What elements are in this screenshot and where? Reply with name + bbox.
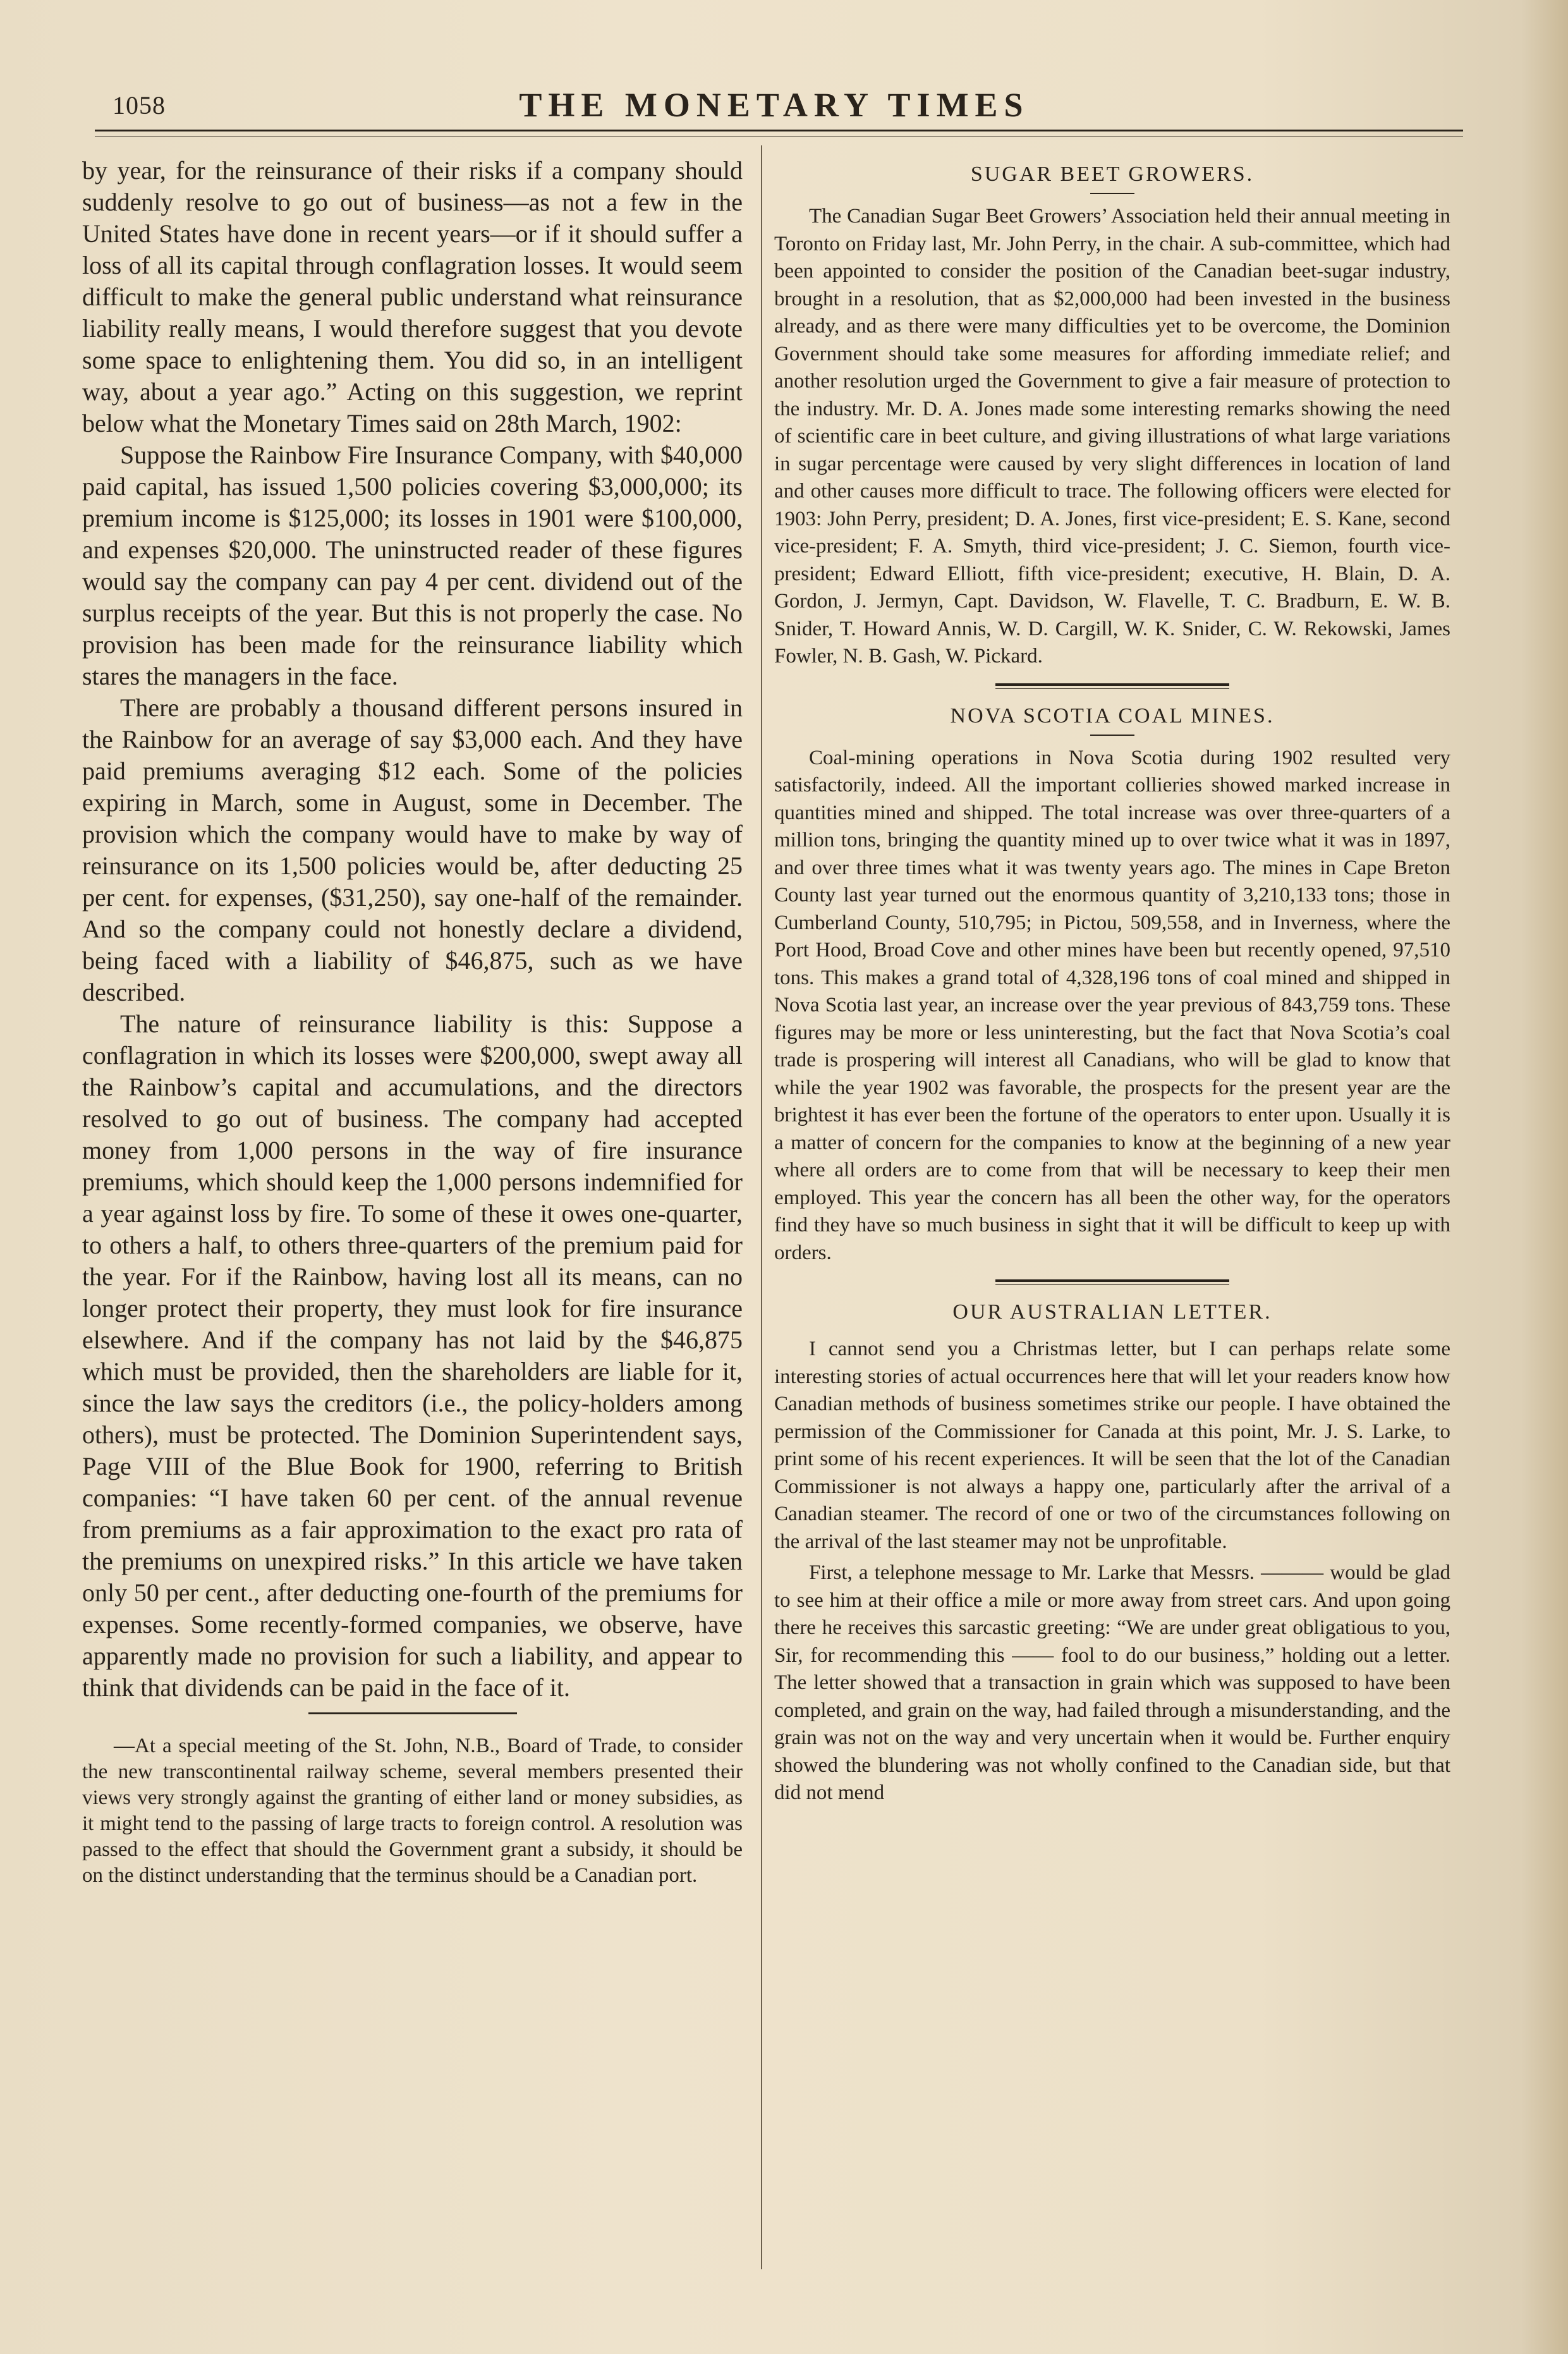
section-heading: SUGAR BEET GROWERS. [970, 162, 1255, 186]
article-paragraph: The nature of reinsurance liability is this: Suppose a conflagration in which its losses were $200,000, swept away all the Rainbow’s capital and accumulations, and the directors resolved to go out of business. The company had accepted money from 1,000 persons in the way of fire insurance premiums, which should keep the 1,000 persons indemnified for a year against loss by fire. To some of these it owes one-quarter, to others a half, to others three-quarters of the premium paid for the year. For if the Rainbow, having lost all its means, can no longer protect their property, they must look for fire insurance elsewhere. And if the company has not laid by the $46,875 which must be provided, then the shareholders are liable for it, since the law says the creditors (i.e., the policy-holders among others), must be protected. The Dominion Superintendent says, Page VIII of the Blue Book for 1900, referring to British companies: “I have taken 60 per cent. of the annual revenue from premiums as a fair approximation to the exact pro rata of the premiums on unexpired risks.” In this article we have taken only 50 per cent., after deducting one-fourth of the premiums for expenses. Some recently-formed companies, we observe, have apparently made no provision for such a liability, and appear to think that dividends can be paid in the face of it. [82, 1009, 743, 1702]
sugar-beet-section [774, 162, 1450, 671]
section-paragraph: I cannot send you a Christmas letter, but I can perhaps relate some interesting stories of actual occurrences here that will let your readers know how Canadian methods of business sometimes strike our people. I have obtained the permission of the Commissioner for Canada at this point, Mr. J. S. Larke, to print some of his recent experiences. It will be seen that the lot of the Canadian Commissioner is not always a happy one, particularly after the arrival of a Canadian steamer. The record of one or two of the circumstances following on the arrival of the last steamer may not be unprofitable. [774, 1338, 1450, 1553]
heading-rule [1090, 735, 1134, 736]
header-rule [95, 130, 1463, 131]
article-separator [308, 1712, 517, 1714]
left-column [82, 155, 743, 1889]
article-paragraph: Suppose the Rainbow Fire Insurance Company, with $40,000 paid capital, has issued 1,500 policies covering $3,000,000; its premium income is $125,000; its losses in 1901 were $100,000, and expenses $20,000. The uninstructed reader of these figures would say the company can pay 4 per cent. dividend out of the surplus receipts of the year. But this is not properly the case. No provision has been made for the reinsurance liability which stares the managers in the face. [82, 441, 743, 690]
section-paragraph: The Canadian Sugar Beet Growers’ Association held their annual meeting in Toronto on Friday last, Mr. John Perry, in the chair. A sub-committee, which had been appointed to consider the position of the Canadian beet-sugar industry, brought in a resolution, that as $2,000,000 had been invested in the business already, and as there were many difficulties yet to be overcome, the Dominion Government should take some measures for affording immediate relief; and another resolution urged the Government to give a fair measure of protection to the industry. Mr. D. A. Jones made some interesting remarks showing the need of scientific care in beet culture, and giving illustrations of what large variations in sugar percentage were caused by very slight differences in location of land and other causes more difficult to trace. The following officers were elected for 1903: John Perry, president; D. A. Jones, first vice-president; E. S. Kane, second vice-president; F. A. Smyth, third vice-president; J. C. Siemon, fourth vice-president; Edward Elliott, fifth vice-president; executive, H. Blain, D. A. Gordon, J. Jermyn, Capt. Davidson, W. Flavelle, T. C. Bradburn, E. W. B. Snider, T. Howard Annis, W. D. Cargill, W. K. Snider, C. W. Rekowski, James Fowler, N. B. Gash, W. Pickard. [774, 205, 1450, 668]
section-paragraph: First, a telephone message to Mr. Larke that Messrs. ——— would be glad to see him at their office a mile or more away from street cars. And upon going there he receives this sarcastic greeting: “We are under great obligatious to you, Sir, for recommending this —— fool to do our business,” holding out a letter. The letter showed that a transaction in grain which was supposed to have been completed, and grain on the way, had failed through a misunderstanding, and the grain was not on the way and very uncertain when it would be. Further enquiry showed the blundering was not wholly confined to the Canadian side, but that did not mend [774, 1561, 1450, 1804]
page-header [95, 79, 1454, 123]
section-separator [995, 683, 1229, 689]
right-column [774, 155, 1450, 1811]
section-separator [995, 1279, 1229, 1285]
page-number: 1058 [112, 91, 166, 119]
section-paragraph: Coal-mining operations in Nova Scotia during 1902 resulted very satisfactorily, indeed. All the important collieries showed marked increase in quantities mined and shipped. The total increase was over three-quarters of a million tons, bringing the quantity mined up to over twice what it was in 1897, and over three times what it was twenty years ago. The mines in Cape Breton County last year turned out the enormous quantity of 3,210,133 tons; those in Cumberland County, 510,795; in Pictou, 509,558, and in Inverness, where the Port Hood, Broad Cove and other mines have been but recently opened, 97,510 tons. This makes a grand total of 4,328,196 tons of coal mined and shipped in Nova Scotia last year, an increase over the year previous of 843,759 tons. These figures may be more or less uninteresting, but the fact that Nova Scotia’s coal trade is prospering will interest all Canadians, who will be glad to know that while the year 1902 was favorable, the prospects for the present year are the brightest it has ever been the fortune of the operators to enter upon. Usually it is a matter of concern for the companies to know at the beginning of a new year where all orders are to come from that will be necessary to keep their men employed. This year the concern has all been the other way, for the operators find they have so much business in sight that it will be difficult to keep up with orders. [774, 746, 1450, 1264]
board-of-trade-note [82, 1733, 743, 1889]
reinsurance-article [82, 155, 743, 1704]
masthead-title: THE MONETARY TIMES [519, 86, 1030, 124]
section-heading: NOVA SCOTIA COAL MINES. [950, 704, 1275, 728]
section-heading: OUR AUSTRALIAN LETTER. [952, 1300, 1272, 1324]
article-paragraph: by year, for the reinsurance of their risks if a company should suddenly resolve to go out of business—as not a few in the United States have done in recent years—or if it should suffer a loss of all its capital through conflagration losses. It would seem difficult to make the general public understand what reinsurance liability really means, I would therefore suggest that you devote some space to enlightening them. You did so, in an intelligent way, about a year ago.” Acting on this suggestion, we reprint below what the Monetary Times said on 28th March, 1902: [82, 156, 743, 437]
column-divider [761, 145, 762, 2269]
australian-letter-section [774, 1300, 1450, 1807]
note-paragraph: —At a special meeting of the St. John, N.B., Board of Trade, to consider the new transcontinental railway scheme, several members presented their views very strongly against the granting of either land or money subsidies, as it might tend to the passing of large tracts to foreign control. A resolution was passed to the effect that should the Government grant a subsidy, it should be on the distinct understanding that the terminus should be a Canadian port. [82, 1735, 743, 1887]
coal-mines-section [774, 704, 1450, 1267]
article-paragraph: There are probably a thousand different persons insured in the Rainbow for an average of say $3,000 each. And they have paid premiums averaging $12 each. Some of the policies expiring in March, some in August, some in December. The provision which the company would have to make by way of reinsurance on its 1,500 policies would be, after deducting 25 per cent. for expenses, ($31,250), say one-half of the remainder. And so the company could not honestly declare a dividend, being faced with a liability of $46,875, such as we have described. [82, 693, 743, 1006]
heading-rule [1090, 193, 1134, 194]
